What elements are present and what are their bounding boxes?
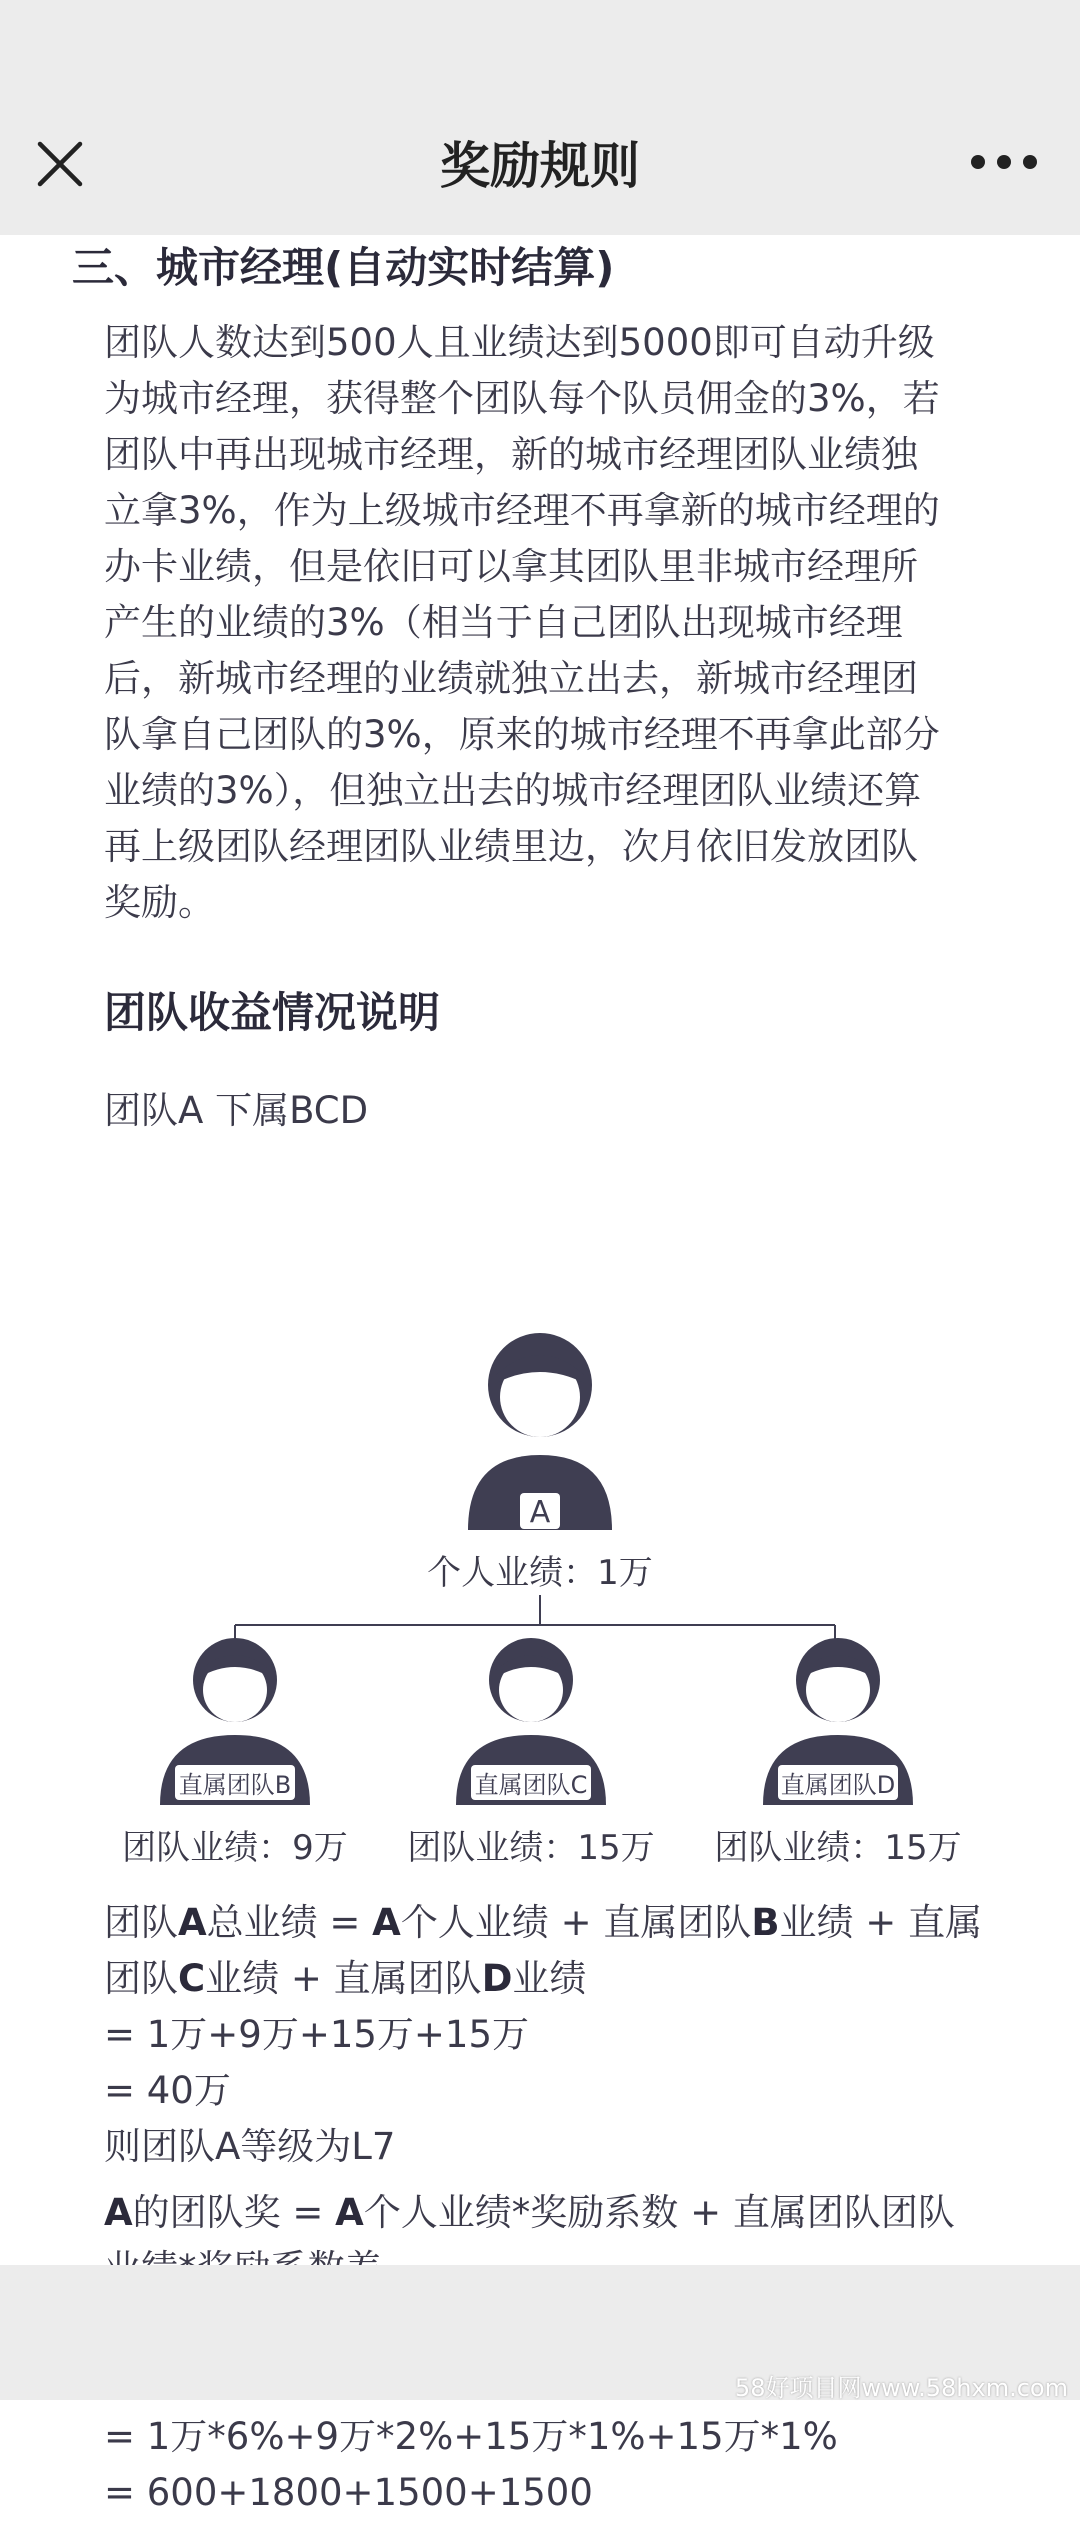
formula-line [104, 1951, 984, 2007]
para-line: 团队人数达到500人且业绩达到5000即可自动升级 [104, 321, 935, 364]
top-nav-bar [0, 0, 1080, 235]
formula-bold: A [372, 1901, 401, 1944]
formula-bold: A [335, 2191, 364, 2234]
para-line: 后，新城市经理的业绩就独立出去，新城市经理团 [104, 657, 918, 700]
formula-line: 则团队A等级为L7 [104, 2125, 396, 2168]
para-line: 为城市经理，获得整个团队每个队员佣金的3%，若 [104, 377, 940, 420]
formula-text: 业绩 + 直属团队 [205, 1957, 482, 2000]
formula-text: 业绩 + 直属 [779, 1901, 983, 1944]
formula-text: 业绩 [512, 1957, 587, 2000]
formula-line: = 1万*6%+9万*2%+15万*1%+15万*1% [104, 2415, 838, 2458]
team-b-label: 团队业绩：9万 [122, 1828, 348, 1868]
formula-bold: A [104, 2191, 133, 2234]
formula-bold: D [481, 1957, 513, 2000]
team-b-badge: 直属团队B [175, 1765, 295, 1800]
formula-text: 个人业绩*奖励系数 + 直属团队团队 [363, 2191, 955, 2234]
team-income-title: 团队收益情况说明 [104, 988, 441, 1037]
para-line: 再上级团队经理团队业绩里边，次月依旧发放团队 [104, 825, 918, 868]
team-diagram [0, 1135, 1080, 1655]
more-options-icon[interactable] [964, 150, 1068, 174]
formula-text: 总业绩 = [206, 1901, 373, 1944]
para-line: 奖励。 [104, 881, 215, 924]
watermark: 58好项目网www.58hxm.com [734, 2374, 1068, 2402]
formula-line [104, 2185, 984, 2241]
page-title: 奖励规则 [440, 137, 640, 195]
team-c-badge: 直属团队C [471, 1765, 591, 1800]
para-line: 团队中再出现城市经理，新的城市经理团队业绩独 [104, 433, 918, 476]
para-line: 产生的业绩的3%（相当于自己团队出现城市经理 [104, 601, 903, 644]
formula-line: = 1万+9万+15万+15万 [104, 2013, 530, 2056]
formula-line: = 600+1800+1500+1500 [104, 2471, 593, 2514]
formula-text: 团队 [104, 1901, 178, 1944]
formula-bold: C [178, 1957, 206, 2000]
formula-bold: B [751, 1901, 780, 1944]
team-desc: 团队A 下属BCD [104, 1089, 369, 1132]
person-a-badge: A [529, 1495, 551, 1530]
formula-line: = 40万 [104, 2069, 231, 2112]
person-a-label: 个人业绩：1万 [427, 1553, 653, 1593]
section-title: 三、城市经理(自动实时结算) [72, 243, 615, 292]
formula-bold: A [178, 1901, 207, 1944]
team-c-label: 团队业绩：15万 [407, 1828, 655, 1868]
total-performance-formula [104, 1895, 984, 2175]
para-line: 队拿自己团队的3%，原来的城市经理不再拿此部分 [104, 713, 940, 756]
formula-text: 团队 [104, 1957, 178, 2000]
para-line: 业绩的3%），但独立出去的城市经理团队业绩还算 [104, 769, 922, 812]
para-line: 立拿3%，作为上级城市经理不再拿新的城市经理的 [104, 489, 940, 532]
section-paragraph [104, 315, 984, 931]
formula-text: 的团队奖 = [132, 2191, 336, 2234]
formula-line [104, 1895, 984, 1951]
formula-text: 个人业绩 + 直属团队 [400, 1901, 752, 1944]
para-line: 办卡业绩，但是依旧可以拿其团队里非城市经理所 [104, 545, 918, 588]
team-d-badge: 直属团队D [778, 1765, 898, 1800]
team-d-label: 团队业绩：15万 [714, 1828, 962, 1868]
